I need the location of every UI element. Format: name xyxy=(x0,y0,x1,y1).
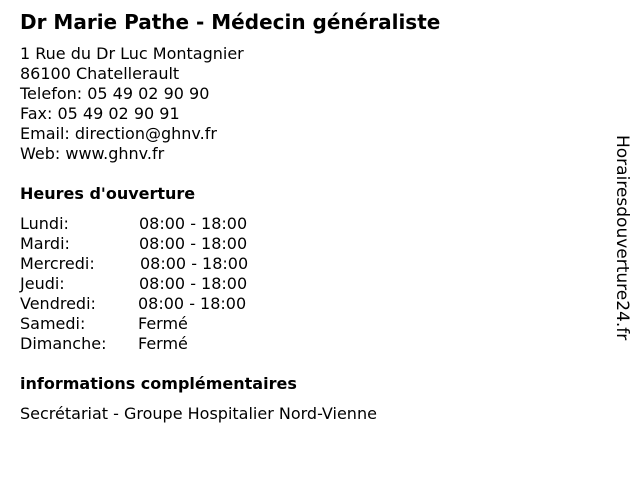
day-label: Mercredi: xyxy=(20,254,95,273)
info-heading: informations complémentaires xyxy=(20,374,297,393)
email-address: Email: direction@ghnv.fr xyxy=(20,124,217,143)
site-watermark: Horairesdouverture24.fr xyxy=(612,135,632,341)
time-value: Fermé xyxy=(138,314,188,333)
day-label: Vendredi: xyxy=(20,294,96,313)
time-value: 08:00 - 18:00 xyxy=(139,234,248,253)
day-label: Dimanche: xyxy=(20,334,107,353)
time-value: 08:00 - 18:00 xyxy=(138,294,247,313)
contact-block xyxy=(20,44,244,164)
time-value: 08:00 - 18:00 xyxy=(140,254,249,273)
time-value: Fermé xyxy=(138,334,188,353)
day-label: Samedi: xyxy=(20,314,86,333)
day-label: Mardi: xyxy=(20,234,70,253)
website: Web: www.ghnv.fr xyxy=(20,144,165,163)
info-text: Secrétariat - Groupe Hospitalier Nord-Vienne xyxy=(20,404,377,423)
time-value: 08:00 - 18:00 xyxy=(139,214,248,233)
day-label: Lundi: xyxy=(20,214,69,233)
fax-number: Fax: 05 49 02 90 91 xyxy=(20,104,180,123)
day-label: Jeudi: xyxy=(20,274,65,293)
address-street: 1 Rue du Dr Luc Montagnier xyxy=(20,44,244,63)
page-title: Dr Marie Pathe - Médecin généraliste xyxy=(20,10,441,34)
phone-number: Telefon: 05 49 02 90 90 xyxy=(20,84,210,103)
hours-heading: Heures d'ouverture xyxy=(20,184,196,203)
address-city: 86100 Chatellerault xyxy=(20,64,180,83)
time-value: 08:00 - 18:00 xyxy=(139,274,248,293)
